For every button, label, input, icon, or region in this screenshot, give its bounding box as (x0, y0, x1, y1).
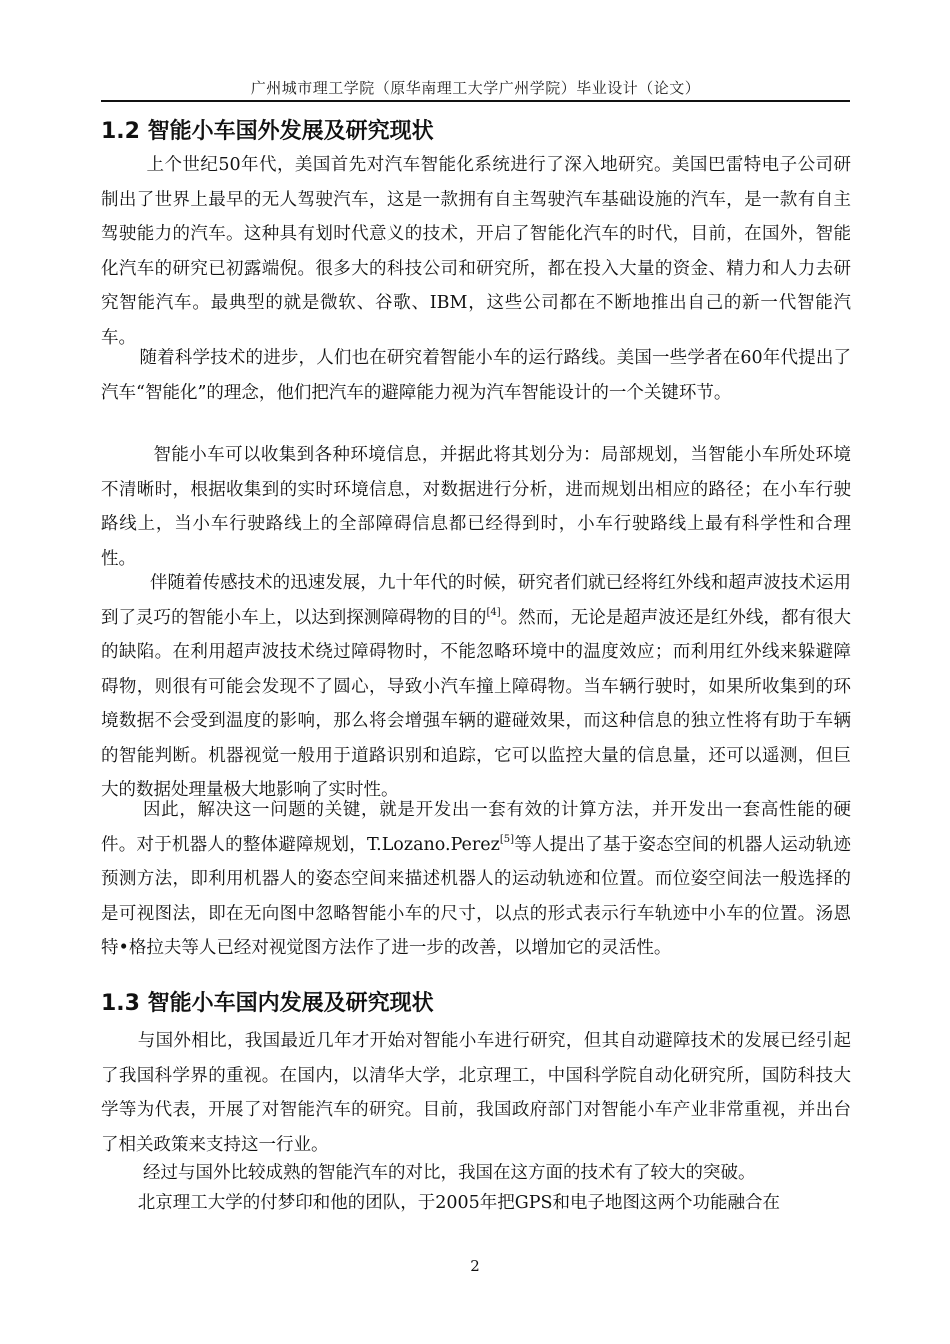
citation: [5] (499, 833, 515, 845)
section-heading-1-2: 1.2 智能小车国外发展及研究现状 (101, 119, 434, 144)
paragraph-text: 等人提出了基于姿态空间的机器人运动轨迹预测方法，即利用机器人的姿态空间来描述机器人的运动轨迹和位置。而位姿空间法一般选择的是可视图法，即在无向图中忽略智能小车的尺寸，以点的形式表示行车轨迹中小车的位置。汤恩特•格拉夫等人已经对视觉图方法作了进一步的改善，以增加它的灵活性。 (101, 834, 852, 958)
page-number: 2 (470, 1257, 480, 1275)
citation: [4] (486, 606, 501, 618)
paragraph-text: 伴随着传感技术的迅速发展，九十年代的时候，研究者们就已经将红外线和超声波技术运用到了灵巧的智能小车上，以达到探测障碍物的目的 (101, 573, 851, 628)
section-heading-1-3: 1.3 智能小车国内发展及研究现状 (101, 991, 434, 1016)
paragraph: 北京理工大学的付梦印和他的团队，于2005年把GPS和电子地图这两个功能融合在 (137, 1193, 781, 1213)
paragraph: 与国外相比，我国最近几年才开始对智能小车进行研究，但其自动避障技术的发展已经引起了我国科学界的重视。在国内，以清华大学，北京理工，中国科学院自动化研究所，国防科技大学等为代表，开展了对智能汽车的研究。目前，我国政府部门对智能小车产业非常重视，并出台了相关政策来支持这一行业。 (101, 1031, 851, 1155)
paragraph: 上个世纪50年代，美国首先对汽车智能化系统进行了深入地研究。美国巴雷特电子公司研制出了世界上最早的无人驾驶汽车，这是一款拥有自主驾驶汽车基础设施的汽车，是一款有自主驾驶能力的汽车。这种具有划时代意义的技术，开启了智能化汽车的时代，目前，在国外，智能化汽车的研究已初露端倪。很多大的科技公司和研究所，都在投入大量的资金、精力和人力去研究智能汽车。最典型的就是微软、谷歌、IBM，这些公司都在不断地推出自己的新一代智能汽车。 (101, 155, 851, 348)
paragraph-text: 。然而，无论是超声波还是红外线，都有很大的缺陷。在利用超声波技术绕过障碍物时，不能忽略环境中的温度效应；而利用红外线来躲避障碍物，则很有可能会发现不了圆心，导致小汽车撞上障碍物。当车辆行驶时，如果所收集到的环境数据不会受到温度的影响，那么将会增强车辆的避碰效果，而这种信息的独立性将有助于车辆的智能判断。机器视觉一般用于道路识别和追踪，它可以监控大量的信息量，还可以遥测，但巨大的数据处理量极大地影响了实时性。 (101, 607, 852, 800)
page-header: 广州城市理工学院（原华南理工大学广州学院）毕业设计（论文） (101, 76, 850, 102)
paragraph: 经过与国外比较成熟的智能汽车的对比，我国在这方面的技术有了较大的突破。 (143, 1163, 756, 1183)
paragraph-text: 因此，解决这一问题的关键，就是开发出一套有效的计算方法，并开发出一套高性能的硬件。对于机器人的整体避障规划，T.Lozano.Perez (101, 800, 851, 855)
paragraph: 随着科学技术的进步，人们也在研究着智能小车的运行路线。美国一些学者在60年代提出了汽车“智能化”的理念，他们把汽车的避障能力视为汽车智能设计的一个关键环节。 (101, 348, 851, 403)
paragraph: 智能小车可以收集到各种环境信息，并据此将其划分为：局部规划，当智能小车所处环境不清晰时，根据收集到的实时环境信息，对数据进行分析，进而规划出相应的路径；在小车行驶路线上，当小车行驶路线上的全部障碍信息都已经得到时，小车行驶路线上最有科学性和合理性。 (101, 445, 851, 569)
paragraph (101, 566, 851, 808)
paragraph (101, 793, 851, 966)
